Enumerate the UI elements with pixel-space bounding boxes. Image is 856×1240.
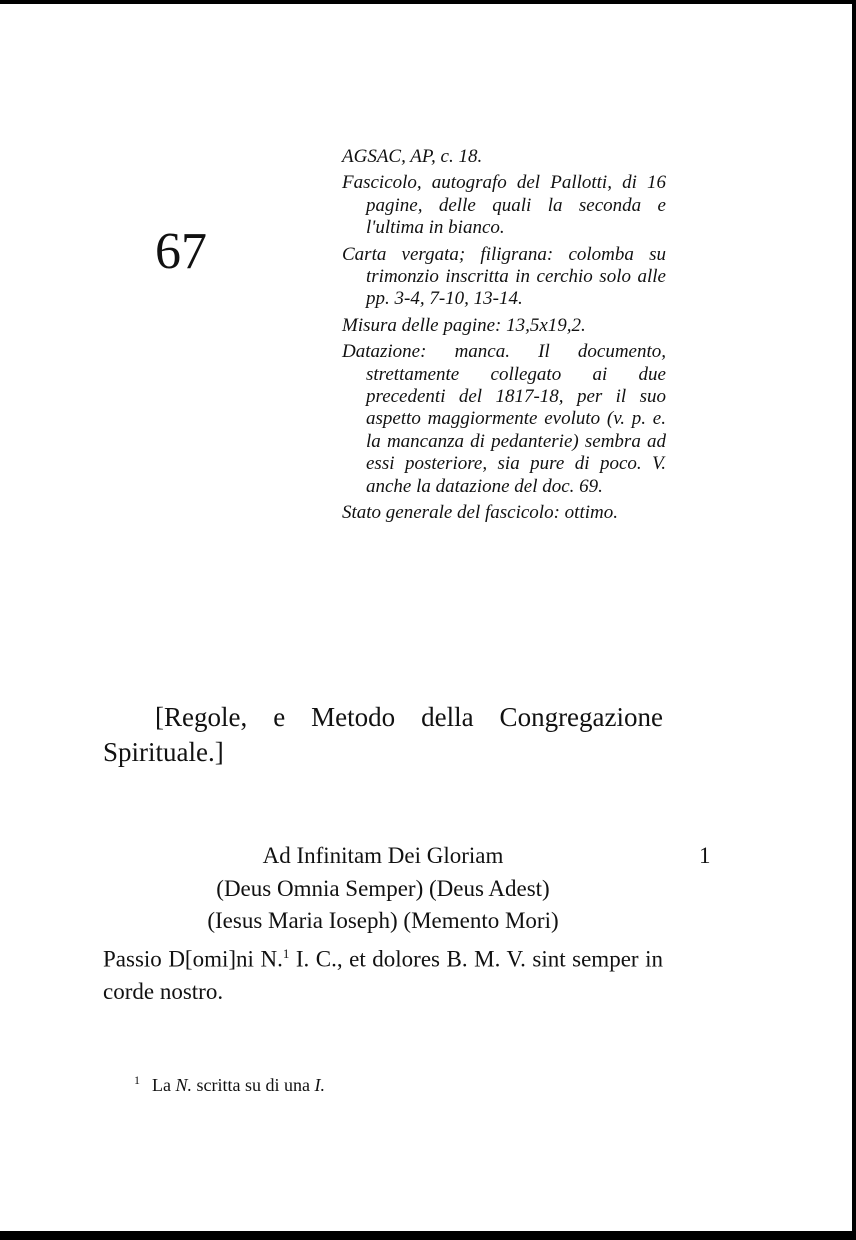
document-number: 67 <box>155 223 207 280</box>
footnote-text-a: La <box>152 1075 176 1095</box>
passio-text-end: I. C., et dolores B. M. V. sint semper in corde nostro. <box>103 946 663 1004</box>
document-title: [Regole, e Metodo della Congregazione Spirituale.] <box>103 702 663 767</box>
body-line-iesus: (Iesus Maria Ioseph) (Memento Mori) <box>207 908 559 933</box>
page-border-right <box>852 0 856 1240</box>
body-paragraph-passio <box>103 938 663 1009</box>
document-body <box>103 840 663 1008</box>
body-line-deus: (Deus Omnia Semper) (Deus Adest) <box>216 875 550 901</box>
archive-entry-carta: Carta vergata; filigrana: colomba su trimonzio inscritta in cerchio solo alle pp. 3-4, 7-10, 13-14. <box>342 243 666 310</box>
footnote-italic-b: I. <box>314 1075 325 1095</box>
footnote <box>134 1068 325 1097</box>
footnote-mark: 1 <box>134 1073 140 1087</box>
archive-entry-stato: Stato generale del fascicolo: ottimo. <box>342 502 618 524</box>
body-line-gloriam: Ad Infinitam Dei Gloriam <box>262 843 504 868</box>
footnote-reference: 1 <box>282 945 290 961</box>
archive-entry-location: AGSAC, AP, c. 18. <box>342 146 483 167</box>
margin-line-number: 1 <box>699 843 711 868</box>
archive-entry-misura: Misura delle pagine: 13,5x19,2. <box>342 314 586 336</box>
footnote-italic-a: N. <box>175 1075 192 1095</box>
archive-entry-fascicolo: Fascicolo, autografo del Pallotti, di 16 pagine, delle quali la seconda e l'ultima in bianco. <box>342 172 666 239</box>
page-border-bottom <box>0 1231 856 1240</box>
archive-entry-datazione: Datazione: manca. Il documento, strettamente collegato ai due precedenti del 1817-18, per il suo aspetto maggiormente evoluto (v. p. e. la mancanza di pedanterie) sembra ad essi posteriore, sia pure di poco. V. anche la datazione del doc. 69. <box>342 341 666 497</box>
footnote-text-b: scritta su di una <box>192 1075 315 1095</box>
passio-text-start: Passio D[omi]ni N. <box>103 946 283 972</box>
page-border-top <box>0 0 856 4</box>
archive-description <box>342 146 666 529</box>
